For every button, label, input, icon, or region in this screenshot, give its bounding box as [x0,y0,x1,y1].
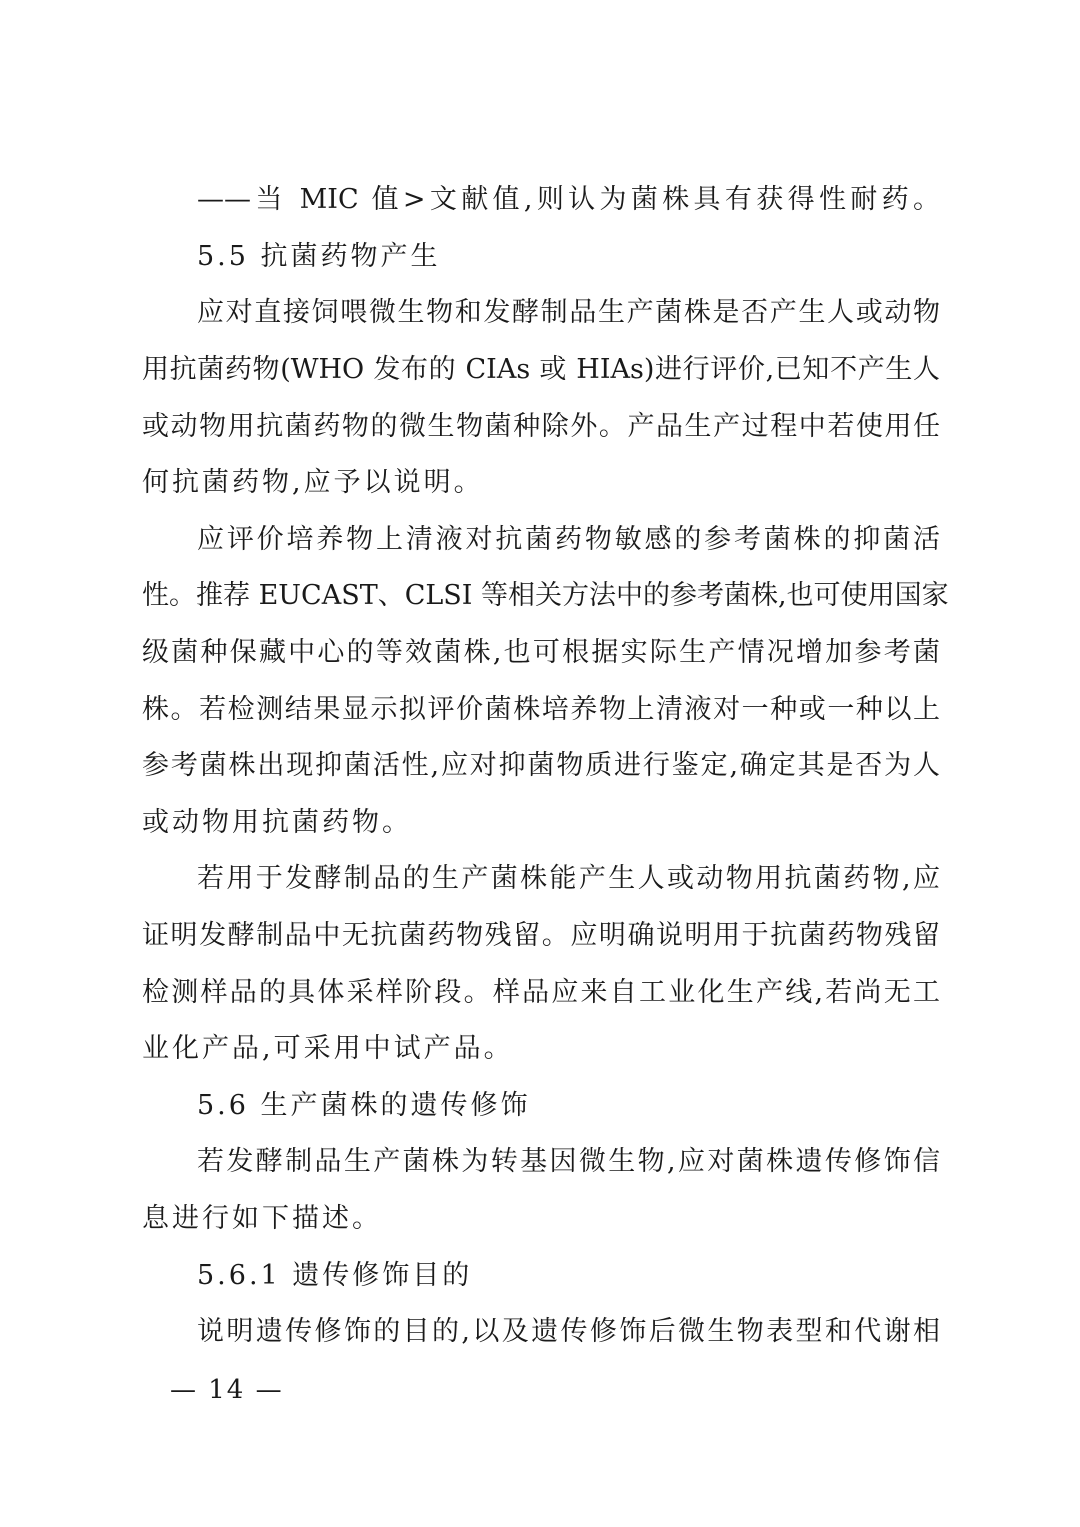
text-line [0,623,1080,683]
heading-text: 5.6 生产菌株的遗传修饰 [197,1090,531,1121]
text-content: 或动物用抗菌药物的微生物菌种除外。产品生产过程中若使用任 [142,411,940,442]
text-line [0,793,1080,853]
text-line [0,906,1080,966]
text-content: 级菌种保藏中心的等效菌株,也可根据实际生产情况增加参考菌 [142,637,940,668]
text-line [0,283,1080,343]
text-content: 应对直接饲喂微生物和发酵制品生产菌株是否产生人或动物 [197,297,940,328]
subsection-heading [0,1246,1080,1306]
text-content: 或动物用抗菌药物。 [142,807,412,838]
text-content: 何抗菌药物,应予以说明。 [142,467,484,498]
text-content: 若发酵制品生产菌株为转基因微生物,应对菌株遗传修饰信 [197,1146,940,1177]
text-line [0,453,1080,513]
text-line [0,1132,1080,1192]
section-heading [0,227,1080,287]
text-line [0,736,1080,796]
text-content: 株。若检测结果显示拟评价菌株培养物上清液对一种或一种以上 [142,694,940,725]
text-content: 若用于发酵制品的生产菌株能产生人或动物用抗菌药物,应 [197,863,940,894]
text-line [0,1302,1080,1362]
text-line [0,340,1080,400]
heading-text: 5.6.1 遗传修饰目的 [197,1260,473,1291]
text-line [0,849,1080,909]
text-line [0,397,1080,457]
text-content: 说明遗传修饰的目的,以及遗传修饰后微生物表型和代谢相 [197,1316,940,1347]
text-content: ——当 MIC 值>文献值,则认为菌株具有获得性耐药。 [197,184,940,215]
text-content: 息进行如下描述。 [142,1203,382,1234]
text-content: 参考菌株出现抑菌活性,应对抑菌物质进行鉴定,确定其是否为人 [142,750,940,781]
text-content: 业化产品,可采用中试产品。 [142,1033,514,1064]
text-content: 证明发酵制品中无抗菌药物残留。应明确说明用于抗菌药物残留 [142,920,940,951]
text-line [0,680,1080,740]
text-line [0,170,1080,230]
text-line [0,510,1080,570]
text-line [0,1019,1080,1079]
section-heading [0,1076,1080,1136]
text-content: 检测样品的具体采样阶段。样品应来自工业化生产线,若尚无工 [142,977,940,1008]
text-line [0,566,1080,626]
text-content: 用抗菌药物(WHO 发布的 CIAs 或 HIAs)进行评价,已知不产生人 [142,354,940,385]
text-line [0,963,1080,1023]
page-number: — 14 — [170,1375,284,1405]
heading-text: 5.5 抗菌药物产生 [197,241,441,272]
text-content: 性。推荐 EUCAST、CLSI 等相关方法中的参考菌株,也可使用国家 [142,580,949,611]
text-line [0,1189,1080,1249]
text-content: 应评价培养物上清液对抗菌药物敏感的参考菌株的抑菌活 [197,524,940,555]
